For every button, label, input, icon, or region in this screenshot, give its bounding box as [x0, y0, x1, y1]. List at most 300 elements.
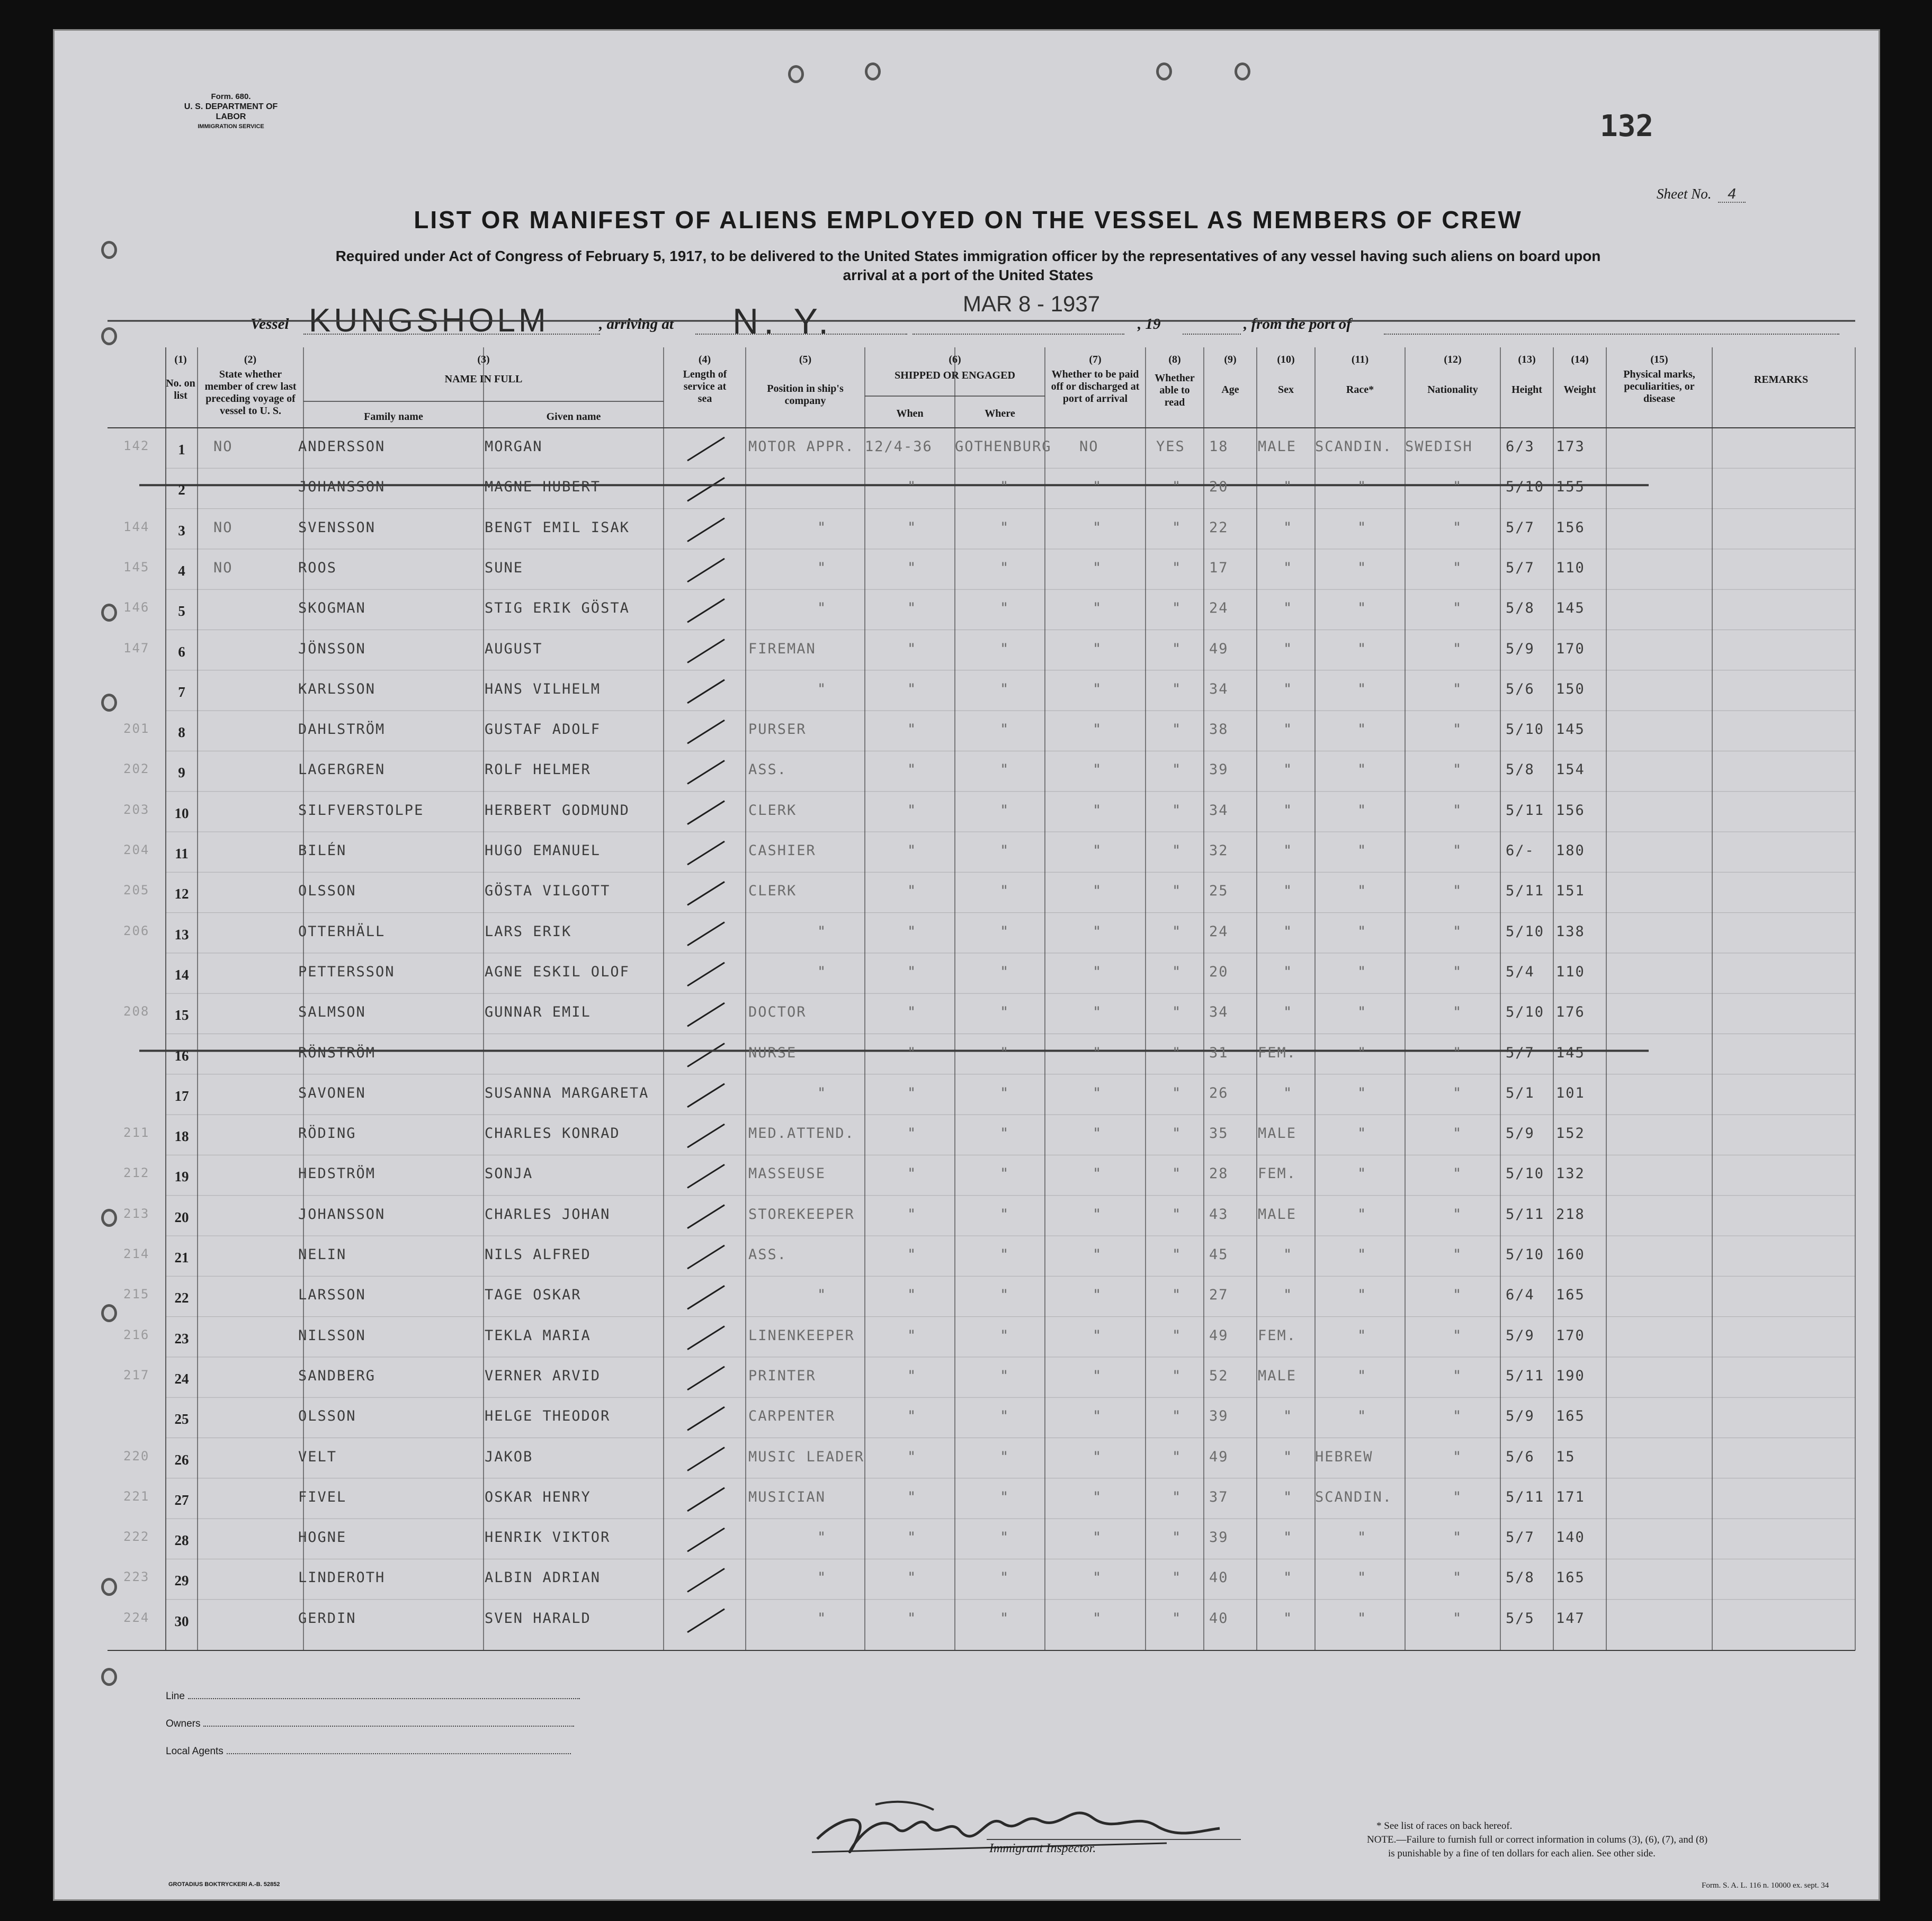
shipped-when: " — [907, 802, 917, 819]
age: 37 — [1209, 1488, 1229, 1505]
sex: " — [1283, 963, 1293, 980]
margin-list-number: 221 — [123, 1488, 150, 1504]
race: " — [1357, 600, 1367, 617]
race: SCANDIN. — [1315, 1488, 1393, 1505]
service-tick-mark — [687, 801, 724, 824]
weight: 165 — [1556, 1408, 1585, 1425]
service-tick-mark — [687, 1528, 724, 1551]
age: 31 — [1209, 1044, 1229, 1061]
row-number: 28 — [174, 1532, 189, 1549]
given-name: HERBERT GODMUND — [485, 802, 630, 819]
sex: " — [1283, 680, 1293, 697]
shipped-when: " — [907, 1367, 917, 1384]
service-tick-mark — [687, 1084, 724, 1107]
weight: 147 — [1556, 1610, 1585, 1627]
note-line-2: is punishable by a fine of ten dollars for each alien. See other side. — [1388, 1848, 1656, 1859]
paid-off-port: " — [1093, 1569, 1103, 1586]
ship-position: PURSER — [748, 721, 807, 738]
family-name: OTTERHÄLL — [298, 923, 386, 940]
margin-list-number: 222 — [123, 1529, 150, 1545]
sex: FEM. — [1258, 1044, 1297, 1061]
row-number: 22 — [174, 1290, 189, 1306]
given-name: AUGUST — [485, 640, 543, 657]
sex: " — [1283, 721, 1293, 738]
paid-off-port: " — [1093, 479, 1103, 496]
ship-position: ASS. — [748, 1246, 788, 1263]
able-to-read: " — [1172, 1448, 1182, 1465]
age: 24 — [1209, 600, 1229, 617]
row-number: 27 — [174, 1492, 189, 1508]
nationality: " — [1453, 559, 1463, 576]
sex: " — [1283, 600, 1293, 617]
race: " — [1357, 923, 1367, 940]
row-number: 26 — [174, 1451, 189, 1468]
sheet-number-value: 4 — [1718, 185, 1746, 203]
weight: 110 — [1556, 559, 1585, 576]
shipped-when: " — [907, 1206, 917, 1223]
margin-list-number: 201 — [123, 721, 150, 737]
paid-off-port: " — [1093, 761, 1103, 778]
weight: 176 — [1556, 1004, 1585, 1021]
family-name: SANDBERG — [298, 1367, 376, 1384]
arriving-label: , arriving at — [599, 316, 674, 333]
row-number: 15 — [174, 1007, 189, 1024]
age: 35 — [1209, 1125, 1229, 1142]
page-number: 132 — [1600, 109, 1654, 143]
paid-off-port: " — [1093, 1488, 1103, 1505]
margin-list-number: 215 — [123, 1287, 150, 1302]
shipped-when: " — [907, 680, 917, 697]
able-to-read: " — [1172, 923, 1182, 940]
nationality: " — [1453, 1044, 1463, 1061]
shipped-where: " — [1000, 1004, 1010, 1021]
age: 49 — [1209, 1327, 1229, 1344]
col-3b-header: Given name — [546, 411, 601, 423]
row-number: 10 — [174, 805, 189, 821]
row-number: 19 — [174, 1169, 189, 1185]
col-3-header: NAME IN FULL — [444, 373, 523, 385]
race: " — [1357, 1408, 1367, 1425]
able-to-read: " — [1172, 1327, 1182, 1344]
height: 5/8 — [1506, 1569, 1535, 1586]
able-to-read: " — [1172, 963, 1182, 980]
shipped-where: " — [1000, 1165, 1010, 1182]
nationality: " — [1453, 1165, 1463, 1182]
height: 5/7 — [1506, 1529, 1535, 1546]
ship-position: MUSIC LEADER — [748, 1448, 865, 1465]
given-name: JAKOB — [485, 1448, 533, 1465]
height: 5/10 — [1506, 1246, 1545, 1263]
margin-list-number: 205 — [123, 883, 150, 898]
weight: 15 — [1556, 1448, 1576, 1465]
weight: 165 — [1556, 1287, 1585, 1304]
row-number: 24 — [174, 1370, 189, 1387]
family-name: KARLSSON — [298, 680, 376, 697]
shipped-when: " — [907, 640, 917, 657]
ship-position: LINENKEEPER — [748, 1327, 855, 1344]
margin-list-number: 216 — [123, 1327, 150, 1342]
shipped-where: " — [1000, 1044, 1010, 1061]
ship-position: " — [817, 600, 827, 617]
age: 32 — [1209, 842, 1229, 859]
paid-off-port: " — [1093, 923, 1103, 940]
shipped-where: " — [1000, 680, 1010, 697]
paid-off-port: " — [1093, 1367, 1103, 1384]
row-number: 29 — [174, 1573, 189, 1589]
weight: 173 — [1556, 438, 1585, 455]
able-to-read: " — [1172, 640, 1182, 657]
row-number: 16 — [174, 1047, 189, 1064]
able-to-read: " — [1172, 883, 1182, 900]
shipped-when: " — [907, 883, 917, 900]
given-name: OSKAR HENRY — [485, 1488, 591, 1505]
sex: " — [1283, 923, 1293, 940]
family-name: FIVEL — [298, 1488, 347, 1505]
form-number: Form. 680. — [211, 92, 251, 101]
col-1-header: No. on list — [166, 378, 195, 401]
shipped-when: " — [907, 1610, 917, 1627]
inspector-label: Immigrant Inspector. — [989, 1842, 1096, 1855]
able-to-read: " — [1172, 842, 1182, 859]
family-name: LAGERGREN — [298, 761, 386, 778]
weight: 156 — [1556, 802, 1585, 819]
margin-list-number: 212 — [123, 1165, 150, 1181]
height: 5/9 — [1506, 1408, 1535, 1425]
shipped-when: " — [907, 1448, 917, 1465]
paid-off-port: " — [1093, 1084, 1103, 1101]
paid-off-port: " — [1093, 1610, 1103, 1627]
nationality: " — [1453, 1246, 1463, 1263]
service-tick-mark — [687, 1044, 724, 1067]
given-name: GÖSTA VILGOTT — [485, 883, 611, 900]
nationality: " — [1453, 761, 1463, 778]
sex: " — [1283, 842, 1293, 859]
shipped-when: " — [907, 1004, 917, 1021]
family-name: ROOS — [298, 559, 337, 576]
family-name: OLSSON — [298, 883, 356, 900]
row-number: 9 — [178, 765, 185, 781]
service-tick-mark — [687, 1407, 724, 1430]
service-tick-mark — [687, 963, 724, 986]
family-name: JOHANSSON — [298, 1206, 386, 1223]
given-name: STIG ERIK GÖSTA — [485, 600, 630, 617]
race: " — [1357, 1287, 1367, 1304]
nationality: " — [1453, 923, 1463, 940]
signature-rule — [987, 1839, 1241, 1840]
age: 38 — [1209, 721, 1229, 738]
vessel-label: Vessel — [251, 316, 289, 333]
paid-off-port: " — [1093, 721, 1103, 738]
race: HEBREW — [1315, 1448, 1373, 1465]
family-name: SAVONEN — [298, 1084, 366, 1101]
able-to-read: " — [1172, 761, 1182, 778]
ship-position: DOCTOR — [748, 1004, 807, 1021]
able-to-read: " — [1172, 1488, 1182, 1505]
able-to-read: " — [1172, 1044, 1182, 1061]
service-tick-mark — [687, 640, 724, 663]
shipped-where: " — [1000, 1569, 1010, 1586]
shipped-where: GOTHENBURG — [955, 438, 1052, 455]
form-reference: Form. S. A. L. 116 n. 10000 ex. sept. 34 — [1702, 1881, 1829, 1890]
col-9-number: (9) — [1224, 354, 1237, 365]
height: 5/7 — [1506, 519, 1535, 536]
document-title: LIST OR MANIFEST OF ALIENS EMPLOYED ON THE VESSEL AS MEMBERS OF CREW — [414, 206, 1523, 234]
race: " — [1357, 721, 1367, 738]
age: 52 — [1209, 1367, 1229, 1384]
height: 5/11 — [1506, 1488, 1545, 1505]
subtitle-line-2: arrival at a port of the United States — [843, 267, 1094, 283]
vessel-name: KUNGSHOLM — [309, 302, 549, 339]
shipped-where: " — [1000, 1408, 1010, 1425]
col-10-number: (10) — [1277, 354, 1295, 365]
height: 5/10 — [1506, 721, 1545, 738]
service-tick-mark — [687, 1326, 724, 1350]
age: 45 — [1209, 1246, 1229, 1263]
race: SCANDIN. — [1315, 438, 1393, 455]
weight: 132 — [1556, 1165, 1585, 1182]
nationality: " — [1453, 1408, 1463, 1425]
nationality: " — [1453, 1529, 1463, 1546]
shipped-where: " — [1000, 479, 1010, 496]
able-to-read: " — [1172, 1367, 1182, 1384]
nationality: " — [1453, 1004, 1463, 1021]
paid-off-port: " — [1093, 802, 1103, 819]
paid-off-port: " — [1093, 963, 1103, 980]
arriving-port: N. Y. — [732, 301, 834, 342]
able-to-read: " — [1172, 1569, 1182, 1586]
service-tick-mark — [687, 1609, 724, 1632]
margin-list-number: 146 — [123, 600, 150, 615]
able-to-read: " — [1172, 1084, 1182, 1101]
row-number: 6 — [178, 643, 185, 660]
able-to-read: " — [1172, 559, 1182, 576]
margin-list-number: 145 — [123, 559, 150, 574]
shipped-when: " — [907, 1569, 917, 1586]
age: 18 — [1209, 438, 1229, 455]
height: 5/11 — [1506, 883, 1545, 900]
shipped-where: " — [1000, 1125, 1010, 1142]
weight: 140 — [1556, 1529, 1585, 1546]
row-number: 30 — [174, 1613, 189, 1629]
able-to-read: " — [1172, 1408, 1182, 1425]
weight: 218 — [1556, 1206, 1585, 1223]
ship-position: " — [817, 519, 827, 536]
paid-off-port: " — [1093, 1165, 1103, 1182]
date-stamp: MAR 8 - 1937 — [963, 291, 1101, 316]
service-name: IMMIGRATION SERVICE — [198, 123, 264, 130]
height: 5/11 — [1506, 1206, 1545, 1223]
row-number: 4 — [178, 562, 185, 579]
paid-off-port: " — [1093, 1125, 1103, 1142]
family-name: VELT — [298, 1448, 337, 1465]
age: 43 — [1209, 1206, 1229, 1223]
weight: 170 — [1556, 1327, 1585, 1344]
ship-position: FIREMAN — [748, 640, 816, 657]
ship-position: NURSE — [748, 1044, 797, 1061]
given-name: BENGT EMIL ISAK — [485, 519, 630, 536]
shipped-when: " — [907, 923, 917, 940]
shipped-when: " — [907, 1165, 917, 1182]
sex: " — [1283, 1246, 1293, 1263]
subtitle-line-1: Required under Act of Congress of February 5, 1917, to be delivered to the United States immigration officer by the representatives of any vessel having such aliens on board upon — [335, 248, 1601, 264]
nationality: " — [1453, 1084, 1463, 1101]
weight: 151 — [1556, 883, 1585, 900]
able-to-read: " — [1172, 721, 1182, 738]
ship-position: " — [817, 1610, 827, 1627]
nationality: " — [1453, 802, 1463, 819]
family-name: NILSSON — [298, 1327, 366, 1344]
shipped-where: " — [1000, 1367, 1010, 1384]
able-to-read: " — [1172, 600, 1182, 617]
family-name: RÖNSTRÖM — [298, 1044, 376, 1061]
col-12-number: (12) — [1444, 354, 1462, 365]
shipped-when: " — [907, 479, 917, 496]
previous-voyage: NO — [213, 559, 233, 576]
height: 5/9 — [1506, 640, 1535, 657]
paid-off-port: " — [1093, 1448, 1103, 1465]
race: " — [1357, 1044, 1367, 1061]
from-port-label: , from the port of — [1244, 316, 1352, 333]
margin-list-number: 223 — [123, 1569, 150, 1585]
height: 5/10 — [1506, 923, 1545, 940]
margin-list-number: 202 — [123, 761, 150, 777]
col-10-header: Sex — [1278, 384, 1294, 396]
paid-off-port: " — [1093, 1287, 1103, 1304]
paid-off-port: " — [1093, 842, 1103, 859]
col-15-number: (15) — [1650, 354, 1668, 365]
footer-note — [1367, 1819, 1707, 1861]
age: 27 — [1209, 1287, 1229, 1304]
given-name: ROLF HELMER — [485, 761, 591, 778]
given-name: HENRIK VIKTOR — [485, 1529, 611, 1546]
row-number: 21 — [174, 1250, 189, 1265]
height: 6/4 — [1506, 1287, 1535, 1304]
paid-off-port: " — [1093, 1004, 1103, 1021]
shipped-where: " — [1000, 1084, 1010, 1101]
given-name: HANS VILHELM — [485, 680, 601, 697]
service-tick-mark — [687, 1124, 724, 1147]
nationality: " — [1453, 1206, 1463, 1223]
ship-position: MOTOR APPR. — [748, 438, 855, 455]
family-name: SALMSON — [298, 1004, 366, 1021]
able-to-read: " — [1172, 802, 1182, 819]
given-name: TAGE OSKAR — [485, 1287, 582, 1304]
shipped-where: " — [1000, 1488, 1010, 1505]
nationality: " — [1453, 1125, 1463, 1142]
shipped-where: " — [1000, 519, 1010, 536]
sex: MALE — [1258, 1125, 1297, 1142]
row-number: 18 — [174, 1128, 189, 1145]
paid-off-port: " — [1093, 680, 1103, 697]
col-9-header: Age — [1221, 384, 1239, 396]
ship-position: " — [817, 1569, 827, 1586]
line-label: Line — [166, 1691, 185, 1702]
given-name: GUSTAF ADOLF — [485, 721, 601, 738]
margin-list-number: 142 — [123, 438, 150, 453]
paid-off-port: " — [1093, 1044, 1103, 1061]
ship-position: " — [817, 680, 827, 697]
able-to-read: " — [1172, 1610, 1182, 1627]
family-name: HEDSTRÖM — [298, 1165, 376, 1182]
col-11-number: (11) — [1351, 354, 1369, 365]
sex: " — [1283, 640, 1293, 657]
weight: 110 — [1556, 963, 1585, 980]
race: " — [1357, 1165, 1367, 1182]
race: " — [1357, 761, 1367, 778]
races-note: * See list of races on back hereof. — [1376, 1820, 1513, 1832]
family-name: DAHLSTRÖM — [298, 721, 386, 738]
weight: 155 — [1556, 479, 1585, 496]
line-field — [166, 1683, 580, 1710]
col-12-header: Nationality — [1427, 384, 1478, 396]
sheet-number-label: Sheet No. — [1657, 186, 1712, 202]
shipped-when: " — [907, 761, 917, 778]
able-to-read: " — [1172, 1165, 1182, 1182]
age: 20 — [1209, 479, 1229, 496]
service-tick-mark — [687, 599, 724, 622]
weight: 145 — [1556, 721, 1585, 738]
race: " — [1357, 1327, 1367, 1344]
ship-position: CLERK — [748, 802, 797, 819]
shipped-where: " — [1000, 1610, 1010, 1627]
able-to-read: " — [1172, 519, 1182, 536]
ship-position: ASS. — [748, 761, 788, 778]
ship-position: " — [817, 923, 827, 940]
age: 40 — [1209, 1569, 1229, 1586]
paid-off-port: " — [1093, 1206, 1103, 1223]
col-6b-header: Where — [985, 408, 1015, 419]
sex: " — [1283, 1287, 1293, 1304]
nationality: " — [1453, 519, 1463, 536]
previous-voyage: NO — [213, 438, 233, 455]
service-tick-mark — [687, 559, 724, 582]
able-to-read: " — [1172, 479, 1182, 496]
sex: MALE — [1258, 1367, 1297, 1384]
age: 39 — [1209, 1408, 1229, 1425]
age: 25 — [1209, 883, 1229, 900]
race: " — [1357, 1206, 1367, 1223]
paid-off-port: " — [1093, 883, 1103, 900]
nationality: " — [1453, 1488, 1463, 1505]
sex: " — [1283, 559, 1293, 576]
row-number: 7 — [178, 684, 185, 700]
paid-off-port: " — [1093, 519, 1103, 536]
col-14-header: Weight — [1563, 384, 1596, 396]
shipped-where: " — [1000, 923, 1010, 940]
service-tick-mark — [687, 518, 724, 542]
ship-position: PRINTER — [748, 1367, 816, 1384]
given-name: GUNNAR EMIL — [485, 1004, 591, 1021]
row-number: 8 — [178, 724, 185, 741]
col-2-header: State whether member of crew last preceding voyage of vessel to U. S. — [204, 369, 297, 417]
local-agents-field — [166, 1738, 580, 1765]
nationality: " — [1453, 1610, 1463, 1627]
race: " — [1357, 842, 1367, 859]
shipped-where: " — [1000, 640, 1010, 657]
service-tick-mark — [687, 1205, 724, 1228]
shipped-when: " — [907, 1529, 917, 1546]
race: " — [1357, 479, 1367, 496]
family-name: SVENSSON — [298, 519, 376, 536]
given-name: ALBIN ADRIAN — [485, 1569, 601, 1586]
weight: 101 — [1556, 1084, 1585, 1101]
sex: " — [1283, 519, 1293, 536]
nationality: " — [1453, 1448, 1463, 1465]
paid-off-port: " — [1093, 1246, 1103, 1263]
row-number: 12 — [174, 886, 189, 902]
able-to-read: " — [1172, 1125, 1182, 1142]
able-to-read: " — [1172, 1246, 1182, 1263]
